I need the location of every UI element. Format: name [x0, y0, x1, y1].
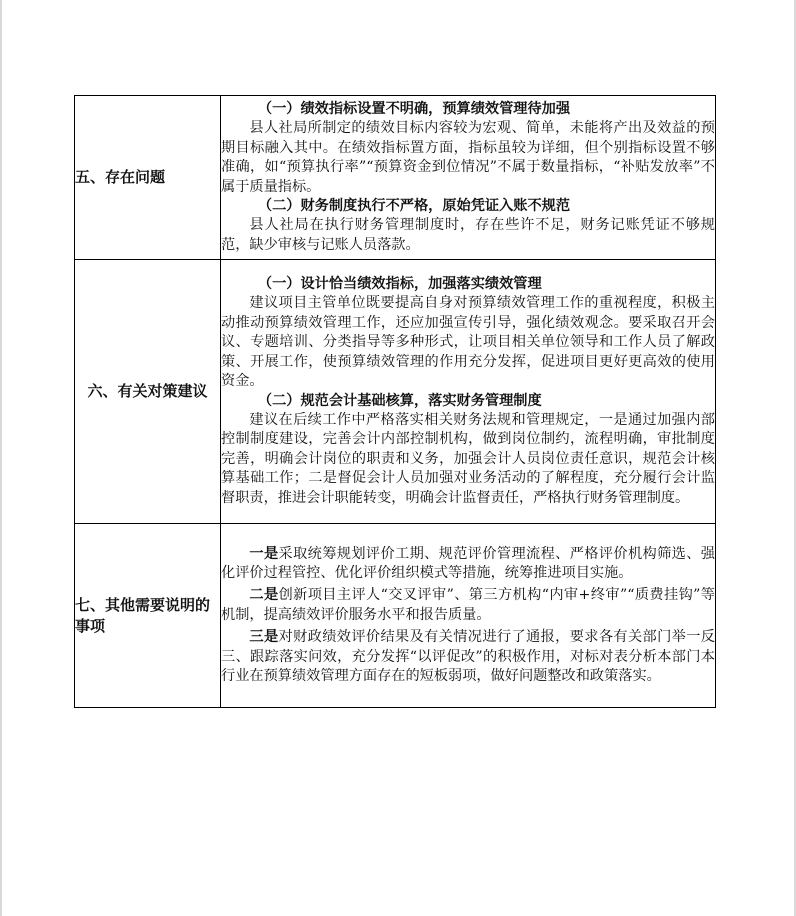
section-heading: （二）财务制度执行不严格，原始凭证入账不规范	[257, 197, 571, 214]
paragraph-body: 采取统筹规划评价工期、规范评价管理流程、严格评价机构筛选、强化评价过程管控、优化评价组织模式等措施，统筹推进项目实施。	[221, 545, 715, 581]
lead-text: 三是	[249, 629, 279, 646]
row-content	[221, 260, 716, 524]
row-label: 六、有关对策建议	[75, 260, 221, 524]
paragraph: 县人社局所制定的绩效目标内容较为宏观、简单，未能将产出及效益的预期目标融入其中。在绩效指标置方面，指标虽较为详细，但个别指标设置不够准确，如“预算执行率”“预算资金到位情况”不属于数量指标，“补贴发放率”不属于质量指标。	[221, 120, 715, 195]
table-row-problems	[75, 96, 716, 260]
section-heading: （一）绩效指标设置不明确，预算绩效管理待加强	[257, 100, 571, 117]
row-content	[221, 96, 716, 260]
row-label: 七、其他需要说明的事项	[75, 524, 221, 708]
paragraph: 县人社局在执行财务管理制度时，存在些许不足，财务记账凭证不够规范，缺少审核与记账人员落款。	[221, 217, 715, 253]
section-heading: （一）设计恰当绩效指标，加强落实绩效管理	[257, 276, 542, 293]
paragraph: 建议项目主管单位既要提高自身对预算绩效管理工作的重视程度，积极主动推动预算绩效管理工作，还应加强宣传引导，强化绩效观念。要采取召开会议、专题培训、分类指导等多种形式，让项目相关单位领导和工作人员了解政策、开展工作，使预算绩效管理的作用充分发挥，促进项目更好更高效的使用资金。	[221, 295, 715, 390]
paragraph: 建议在后续工作中严格落实相关财务法规和管理规定，一是通过加强内部控制制度建设，完善会计内部控制机构，做到岗位制约，流程明确，审批制度完善，明确会计岗位的职责和义务，加强会计人员岗位责任意识，规范会计核算基础工作；二是督促会计人员加强对业务活动的了解程度，充分履行会计监督职责，推进会计职能转变，明确会计监督责任，严格执行财务管理制度。	[221, 411, 715, 506]
page-left-edge	[0, 0, 2, 916]
paragraph	[221, 586, 715, 625]
paragraph-body: 对财政绩效评价结果及有关情况进行了通报，要求各有关部门举一反三、跟踪落实问效，充分发挥“以评促改”的积极作用，对标对表分析本部门本行业在预算绩效管理方面存在的短板弱项，做好问题整改和政策落实。	[221, 629, 715, 685]
row-label: 五、存在问题	[75, 96, 221, 260]
lead-text: 二是	[249, 587, 279, 604]
section-heading: （二）规范会计基础核算，落实财务管理制度	[257, 392, 542, 409]
paragraph-body: 创新项目主评人“交叉评审”、第三方机构“内审+终审”“质费挂钩”等机制，提高绩效评价服务水平和报告质量。	[221, 587, 715, 623]
table-row-suggestions	[75, 260, 716, 524]
paragraph	[221, 545, 715, 584]
row-content	[221, 524, 716, 708]
report-table	[74, 95, 716, 708]
paragraph	[221, 628, 715, 686]
lead-text: 一是	[249, 545, 279, 562]
table-row-other-matters	[75, 524, 716, 708]
